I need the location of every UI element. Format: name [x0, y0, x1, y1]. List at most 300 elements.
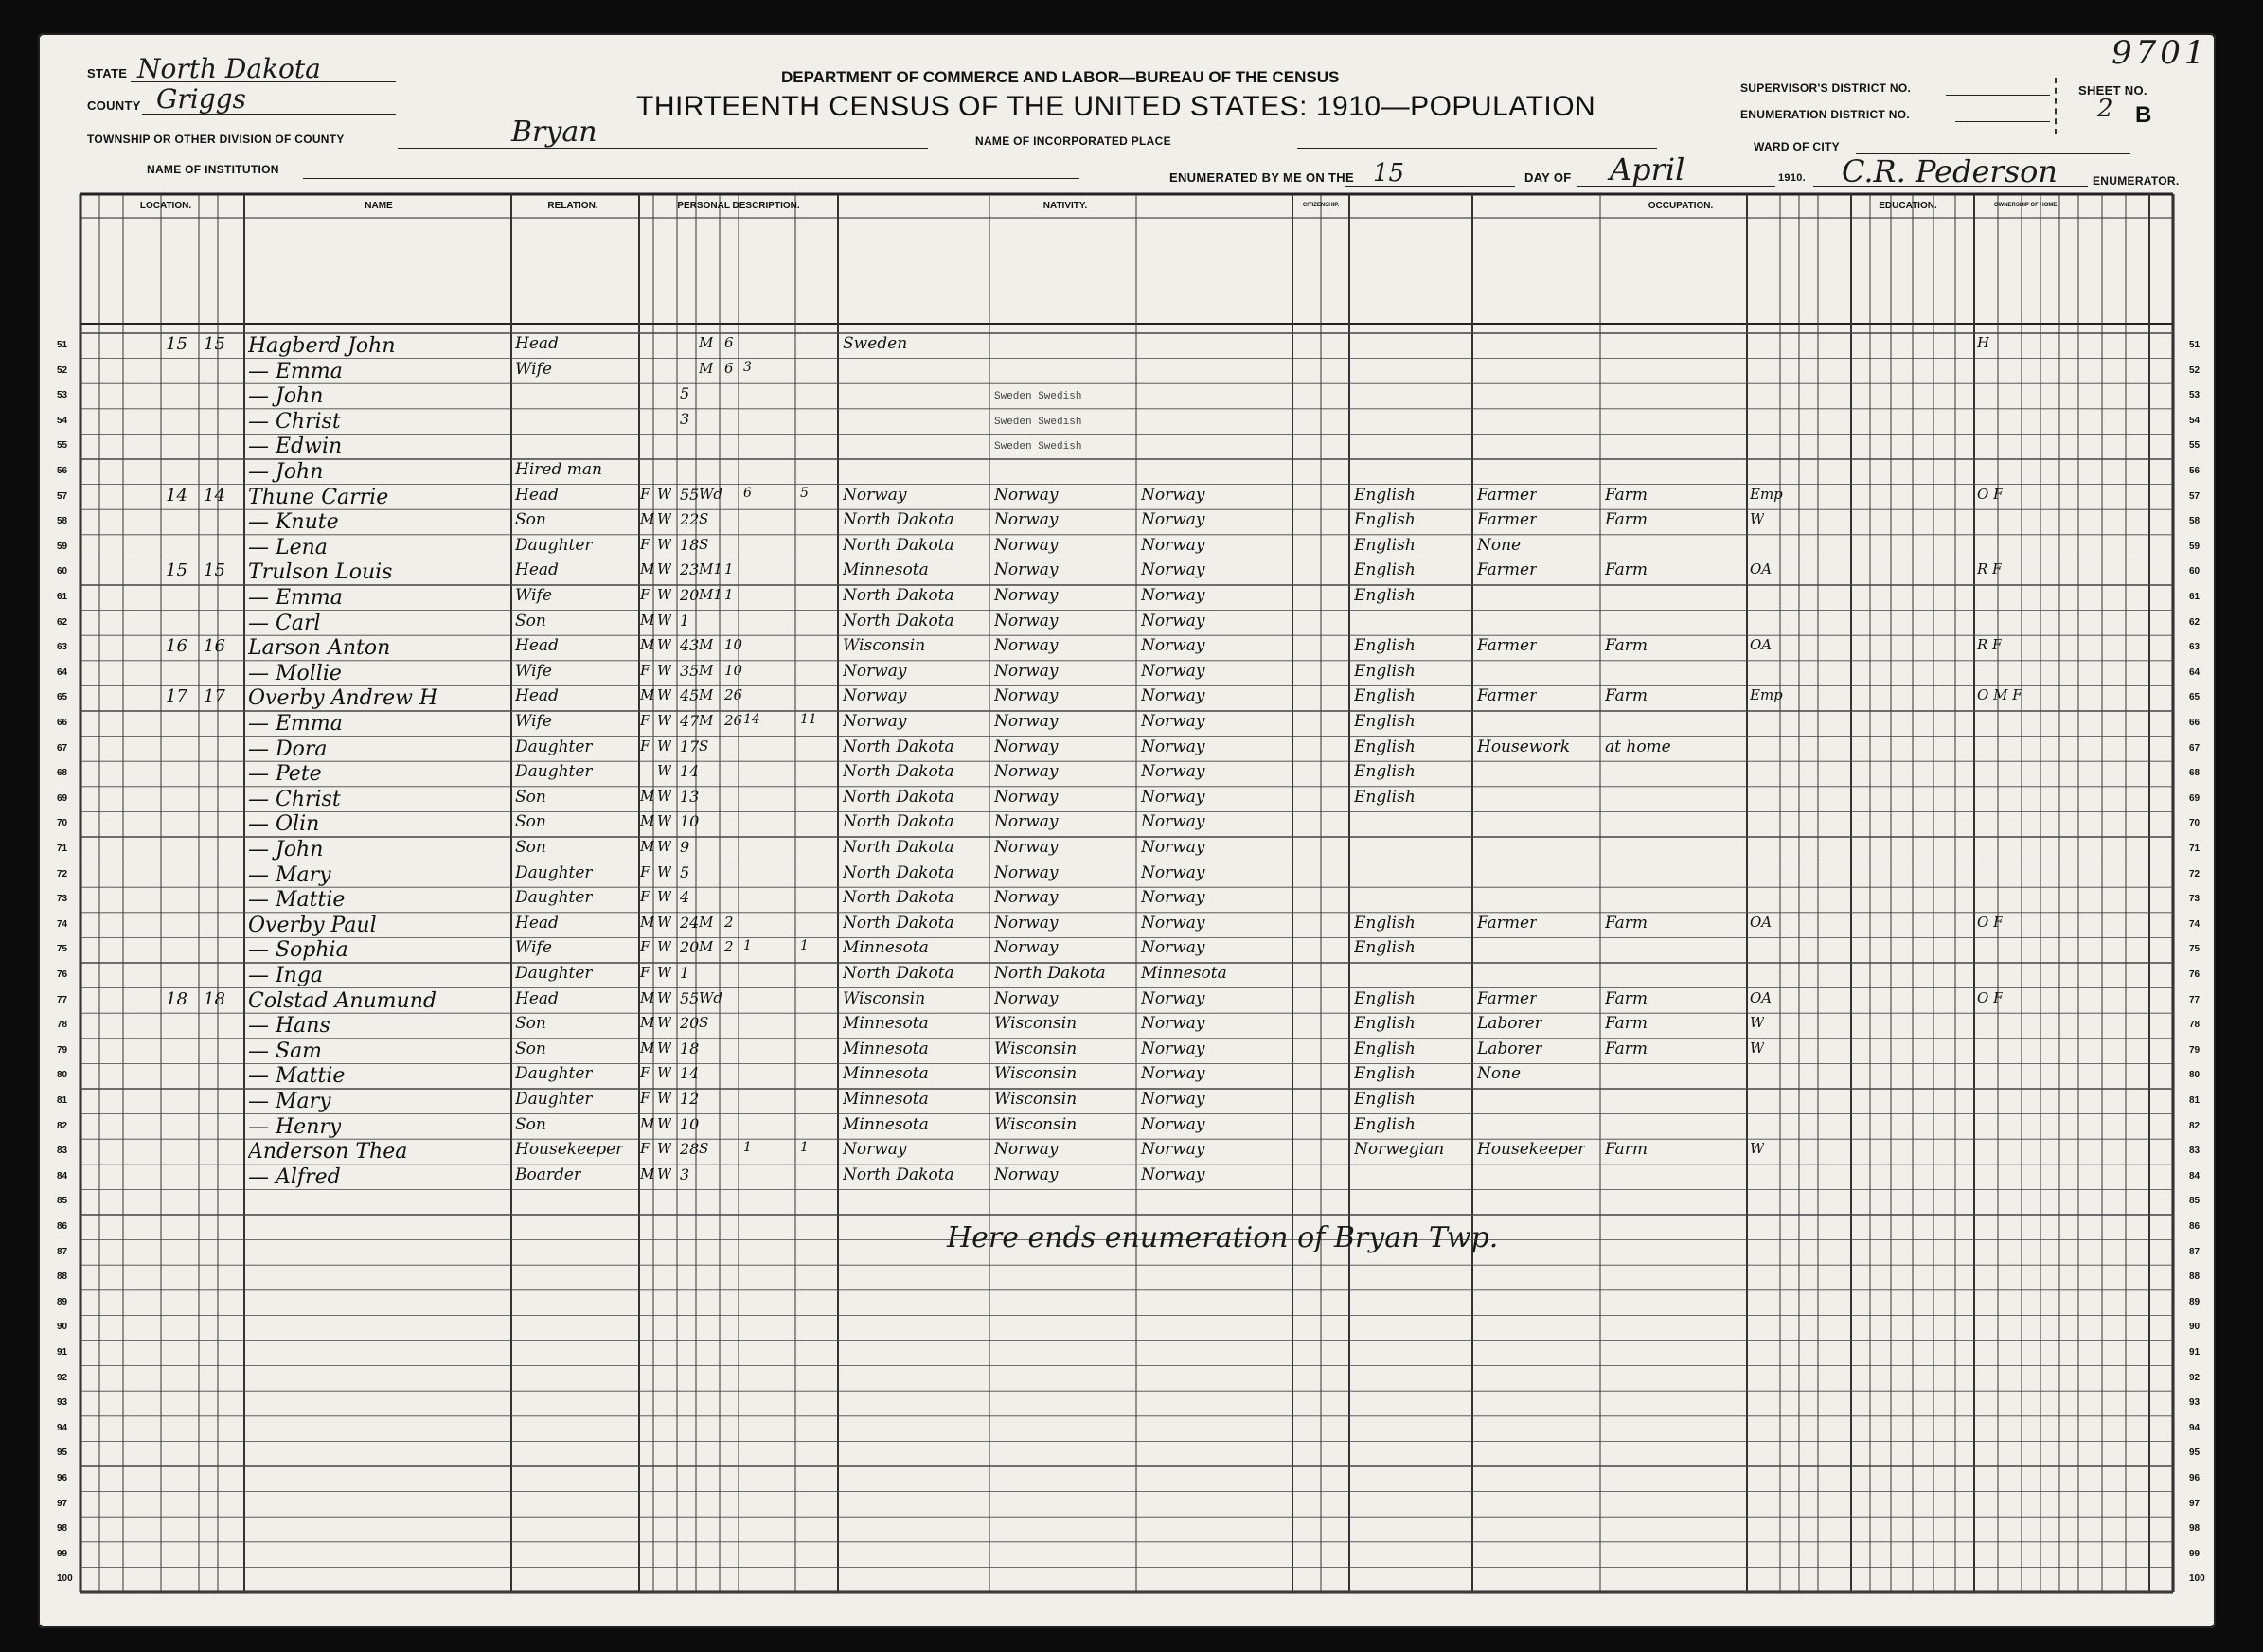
language: English — [1354, 1064, 1416, 1084]
birthplace: North Dakota — [843, 862, 954, 882]
sex: M — [640, 560, 655, 578]
age: 24 — [680, 913, 700, 932]
marital-status: Wd — [699, 988, 723, 1006]
birthplace: Wisconsin — [843, 988, 926, 1008]
employer-status: W — [1750, 1014, 1765, 1032]
row-number-left: 60 — [57, 566, 68, 577]
row-number-right: 84 — [2189, 1170, 2201, 1181]
years-married: 2 — [724, 913, 734, 931]
age: 1 — [680, 611, 690, 630]
birthplace: Minnesota — [843, 1039, 929, 1058]
row-number-right: 77 — [2189, 994, 2201, 1005]
children-living: 5 — [800, 485, 809, 501]
marital-status: S — [699, 1140, 709, 1158]
relation: Wife — [515, 359, 552, 379]
years-married: 1 — [724, 560, 734, 578]
industry: Farm — [1605, 485, 1648, 505]
person-name: — Mattie — [248, 888, 346, 913]
ward-label: WARD OF CITY — [1754, 140, 1840, 153]
trade: Farmer — [1477, 485, 1538, 505]
relation: Son — [515, 510, 546, 530]
row-number-left: 77 — [57, 994, 68, 1005]
institution-label: NAME OF INSTITUTION — [147, 163, 279, 176]
row-number-left: 55 — [57, 440, 68, 452]
employer-status: Emp — [1750, 485, 1783, 503]
race: W — [657, 938, 672, 956]
mother-birthplace: Norway — [1141, 1140, 1205, 1160]
person-name: — Henry — [248, 1114, 342, 1139]
years-married: 10 — [724, 661, 743, 679]
mother-birthplace: Norway — [1141, 862, 1205, 882]
age: 9 — [680, 838, 690, 856]
mother-birthplace: Norway — [1141, 787, 1205, 807]
race: W — [657, 838, 672, 855]
language: English — [1354, 586, 1416, 605]
birthplace: North Dakota — [843, 586, 954, 605]
age: 12 — [680, 1090, 700, 1108]
mother-birthplace: Norway — [1141, 913, 1205, 933]
age: 28 — [680, 1140, 700, 1159]
mother-birthplace: Norway — [1141, 686, 1205, 706]
age: 45 — [680, 686, 700, 705]
row-number-left: 63 — [57, 642, 68, 653]
relation: Wife — [515, 586, 552, 605]
relation: Daughter — [515, 1064, 593, 1084]
person-name: — Olin — [248, 812, 320, 837]
sex: M — [640, 1164, 655, 1182]
row-number-right: 78 — [2189, 1020, 2201, 1031]
row-number-right: 62 — [2189, 616, 2201, 628]
row-number-right: 97 — [2189, 1498, 2201, 1509]
father-birthplace: Norway — [994, 787, 1059, 807]
race: W — [657, 913, 672, 931]
race: W — [657, 787, 672, 805]
age: 13 — [680, 787, 700, 806]
employer-status: W — [1750, 1140, 1765, 1158]
age: 17 — [680, 737, 700, 755]
row-number-left: 83 — [57, 1146, 68, 1157]
age: 14 — [680, 1064, 700, 1083]
birthplace: North Dakota — [843, 611, 954, 631]
industry: Farm — [1605, 560, 1648, 580]
marital-status: Wd — [699, 485, 723, 503]
trade: Housework — [1477, 737, 1571, 756]
row-number-right: 54 — [2189, 415, 2201, 426]
sex: M — [640, 838, 655, 855]
age: 1 — [680, 964, 690, 982]
race: W — [657, 964, 672, 981]
birthplace: North Dakota — [843, 535, 954, 555]
person-name: — Emma — [248, 586, 343, 610]
colgroup-nativity: NATIVITY. — [1042, 201, 1088, 211]
language: English — [1354, 712, 1416, 731]
person-name: — Sam — [248, 1039, 323, 1063]
incorporated-place-label: NAME OF INCORPORATED PLACE — [975, 134, 1171, 148]
person-name: — Knute — [248, 510, 339, 535]
language: English — [1354, 1114, 1416, 1134]
person-name: Overby Andrew H — [248, 686, 438, 711]
sex: M — [640, 611, 655, 629]
department-title: DEPARTMENT OF COMMERCE AND LABOR—BUREAU OF THE CENSUS — [781, 68, 1340, 86]
industry: Farm — [1605, 988, 1648, 1008]
mother-birthplace: Norway — [1141, 661, 1205, 681]
row-number-left: 68 — [57, 768, 68, 779]
marital-status: M — [699, 661, 714, 679]
father-birthplace: Norway — [994, 838, 1059, 857]
relation: Head — [515, 913, 559, 933]
race: W — [657, 988, 672, 1006]
race: W — [657, 1140, 672, 1158]
relation: Son — [515, 812, 546, 832]
mother-birthplace: Norway — [1141, 712, 1205, 731]
day-of-label: DAY OF — [1524, 170, 1572, 185]
birthplace: North Dakota — [843, 510, 954, 530]
mother-birthplace: Norway — [1141, 560, 1205, 580]
row-number-right: 67 — [2189, 742, 2201, 754]
language: English — [1354, 510, 1416, 530]
father-birthplace: Wisconsin — [994, 1014, 1078, 1034]
county-value: Griggs — [156, 83, 246, 115]
row-number-right: 99 — [2189, 1548, 2201, 1559]
marital-status: S — [699, 510, 709, 528]
age: 10 — [680, 1114, 700, 1133]
row-number-left: 87 — [57, 1246, 68, 1257]
colgroup-occupation: OCCUPATION. — [1648, 201, 1714, 211]
punch-hole — [2223, 684, 2244, 704]
language: English — [1354, 988, 1416, 1008]
birthplace: North Dakota — [843, 812, 954, 832]
age: 43 — [680, 636, 700, 655]
person-name: — Alfred — [248, 1164, 341, 1189]
trade: Housekeeper — [1477, 1140, 1586, 1160]
father-birthplace: Norway — [994, 812, 1059, 832]
father-birthplace: North Dakota — [994, 964, 1106, 983]
mother-birthplace: Norway — [1141, 1064, 1205, 1084]
relation: Son — [515, 838, 546, 857]
row-number-left: 72 — [57, 868, 68, 879]
person-name: — Mollie — [248, 661, 342, 685]
age: 20 — [680, 586, 700, 604]
person-name: Thune Carrie — [248, 485, 389, 509]
colgroup-ownership: OWNERSHIP OF HOME. — [1993, 203, 2059, 208]
person-name: — Mary — [248, 862, 331, 887]
father-birthplace: Sweden Swedish — [994, 441, 1082, 453]
sex: F — [640, 1140, 650, 1158]
person-name: — Hans — [248, 1014, 330, 1039]
row-number-left: 53 — [57, 390, 68, 401]
race: W — [657, 510, 672, 528]
row-number-left: 76 — [57, 969, 68, 980]
race: W — [657, 1090, 672, 1107]
home-ownership: O F — [1977, 485, 2004, 503]
sex: F — [640, 535, 650, 553]
sex: F — [640, 1064, 650, 1082]
employer-status: OA — [1750, 560, 1773, 578]
relation: Head — [515, 560, 559, 580]
family-number: 16 — [204, 636, 225, 657]
age: 55 — [680, 988, 700, 1007]
row-number-left: 75 — [57, 944, 68, 955]
birthplace: Norway — [843, 661, 907, 681]
relation: Daughter — [515, 862, 593, 882]
father-birthplace: Wisconsin — [994, 1064, 1078, 1084]
sheet-number: 2 — [2097, 95, 2113, 123]
employer-status: W — [1750, 1039, 1765, 1057]
trade: Laborer — [1477, 1039, 1542, 1058]
punch-hole — [2223, 262, 2244, 283]
row-number-left: 57 — [57, 490, 68, 502]
row-number-right: 65 — [2189, 692, 2201, 703]
sex: M — [640, 686, 655, 704]
race: W — [657, 560, 672, 578]
years-married: 26 — [724, 686, 743, 704]
children-born: 3 — [743, 359, 752, 375]
row-number-right: 52 — [2189, 364, 2201, 376]
trade: Farmer — [1477, 913, 1538, 933]
mother-birthplace: Norway — [1141, 1164, 1205, 1184]
marital-status: M — [699, 686, 714, 704]
mother-birthplace: Norway — [1141, 485, 1205, 505]
colgroup-citizenship: CITIZENSHIP. — [1302, 203, 1340, 208]
family-number: 18 — [204, 988, 225, 1009]
row-number-right: 86 — [2189, 1221, 2201, 1232]
sex: M — [640, 1039, 655, 1057]
row-number-left: 89 — [57, 1296, 68, 1307]
age: 5 — [680, 862, 690, 881]
birthplace: North Dakota — [843, 787, 954, 807]
year-label: 1910. — [1778, 172, 1807, 184]
mother-birthplace: Norway — [1141, 737, 1205, 756]
years-married: 6 — [724, 334, 734, 351]
age: 14 — [680, 762, 700, 781]
row-number-left: 93 — [57, 1397, 68, 1409]
race: W — [657, 737, 672, 755]
children-born: 1 — [743, 938, 752, 954]
language: English — [1354, 560, 1416, 580]
age: 23 — [680, 560, 700, 579]
birthplace: Minnesota — [843, 1114, 929, 1134]
relation: Daughter — [515, 1090, 593, 1109]
home-ownership: O M F — [1977, 686, 2022, 704]
relation: Head — [515, 636, 559, 656]
children-living: 1 — [800, 938, 809, 954]
relation: Son — [515, 1114, 546, 1134]
relation: Wife — [515, 938, 552, 958]
language: English — [1354, 636, 1416, 656]
row-number-left: 92 — [57, 1372, 68, 1383]
father-birthplace: Norway — [994, 586, 1059, 605]
mother-birthplace: Norway — [1141, 586, 1205, 605]
row-number-left: 90 — [57, 1322, 68, 1333]
person-name: Colstad Anumund — [248, 988, 437, 1013]
row-number-right: 93 — [2189, 1397, 2201, 1409]
relation: Wife — [515, 661, 552, 681]
father-birthplace: Norway — [994, 762, 1059, 782]
person-name: — Dora — [248, 737, 328, 761]
age: 3 — [680, 1164, 690, 1183]
person-name: — Pete — [248, 762, 322, 787]
row-number-right: 64 — [2189, 666, 2201, 678]
sex: F — [640, 1090, 650, 1107]
relation: Daughter — [515, 964, 593, 983]
person-name: — John — [248, 460, 324, 484]
row-number-left: 67 — [57, 742, 68, 754]
enumerated-day: 15 — [1373, 159, 1405, 187]
supervisor-district-label: SUPERVISOR'S DISTRICT NO. — [1740, 81, 1912, 95]
mother-birthplace: Norway — [1141, 611, 1205, 631]
dwelling-number: 17 — [166, 686, 187, 707]
trade: None — [1477, 1064, 1522, 1084]
person-name: Anderson Thea — [248, 1140, 408, 1164]
language: English — [1354, 913, 1416, 933]
trade: Farmer — [1477, 686, 1538, 706]
employer-status: Emp — [1750, 686, 1783, 704]
row-number-left: 69 — [57, 792, 68, 804]
relation: Son — [515, 1039, 546, 1058]
marital-status: S — [699, 535, 709, 553]
row-number-left: 91 — [57, 1347, 68, 1358]
row-number-right: 71 — [2189, 844, 2201, 854]
row-number-left: 65 — [57, 692, 68, 703]
family-number: 15 — [204, 334, 225, 354]
age: 22 — [680, 510, 700, 529]
birthplace: Wisconsin — [843, 636, 926, 656]
sex: M — [640, 1014, 655, 1032]
row-number-left: 78 — [57, 1020, 68, 1031]
father-birthplace: Norway — [994, 611, 1059, 631]
language: English — [1354, 686, 1416, 706]
age: 18 — [680, 1039, 700, 1057]
language: English — [1354, 938, 1416, 958]
age: 5 — [680, 384, 690, 403]
frame-number: 9701 — [2112, 34, 2209, 72]
trade: Farmer — [1477, 510, 1538, 530]
enumerator-label: ENUMERATOR. — [2093, 174, 2180, 187]
father-birthplace: Norway — [994, 913, 1059, 933]
row-number-right: 57 — [2189, 490, 2201, 502]
birthplace: Minnesota — [843, 560, 929, 580]
language: English — [1354, 737, 1416, 756]
employer-status: OA — [1750, 636, 1773, 654]
children-born: 6 — [743, 485, 752, 501]
person-name: Overby Paul — [248, 913, 377, 937]
mother-birthplace: Norway — [1141, 988, 1205, 1008]
father-birthplace: Norway — [994, 938, 1059, 958]
age: 20 — [680, 938, 700, 957]
birthplace: North Dakota — [843, 762, 954, 782]
mother-birthplace: Norway — [1141, 1014, 1205, 1034]
family-number: 17 — [204, 686, 225, 707]
years-married: 2 — [724, 938, 734, 956]
industry: Farm — [1605, 686, 1648, 706]
relation: Daughter — [515, 888, 593, 908]
row-number-left: 100 — [57, 1573, 73, 1585]
enumeration-district-label: ENUMERATION DISTRICT NO. — [1740, 108, 1910, 121]
mother-birthplace: Norway — [1141, 510, 1205, 530]
relation: Hired man — [515, 460, 602, 479]
language: English — [1354, 535, 1416, 555]
industry: Farm — [1605, 510, 1648, 530]
row-number-right: 69 — [2189, 792, 2201, 804]
row-number-right: 72 — [2189, 868, 2201, 879]
person-name: — John — [248, 838, 324, 862]
birthplace: Minnesota — [843, 938, 929, 958]
home-ownership: R F — [1977, 636, 2003, 654]
mother-birthplace: Norway — [1141, 1090, 1205, 1109]
mother-birthplace: Minnesota — [1141, 964, 1227, 983]
row-number-right: 79 — [2189, 1044, 2201, 1056]
race: W — [657, 1014, 672, 1032]
home-ownership: O F — [1977, 913, 2004, 931]
row-number-left: 85 — [57, 1196, 68, 1207]
row-number-right: 92 — [2189, 1372, 2201, 1383]
mother-birthplace: Norway — [1141, 812, 1205, 832]
employer-status: OA — [1750, 913, 1773, 931]
row-number-right: 51 — [2189, 340, 2201, 350]
industry: at home — [1605, 737, 1671, 756]
row-number-right: 60 — [2189, 566, 2201, 577]
language: English — [1354, 1039, 1416, 1058]
relation: Son — [515, 787, 546, 807]
row-number-right: 63 — [2189, 642, 2201, 653]
birthplace: Norway — [843, 712, 907, 731]
row-number-right: 61 — [2189, 592, 2201, 602]
row-number-right: 68 — [2189, 768, 2201, 779]
father-birthplace: Norway — [994, 535, 1059, 555]
race: W — [657, 661, 672, 679]
row-number-right: 94 — [2189, 1422, 2201, 1433]
children-living: 1 — [800, 1140, 809, 1156]
row-number-right: 53 — [2189, 390, 2201, 401]
mother-birthplace: Norway — [1141, 535, 1205, 555]
race: W — [657, 485, 672, 503]
age: 10 — [680, 812, 700, 831]
father-birthplace: Wisconsin — [994, 1090, 1078, 1109]
race: W — [657, 712, 672, 729]
father-birthplace: Norway — [994, 560, 1059, 580]
sex: M — [640, 636, 655, 654]
birthplace: Norway — [843, 1140, 907, 1160]
state-value: North Dakota — [137, 53, 321, 84]
relation: Wife — [515, 712, 552, 731]
mother-birthplace: Norway — [1141, 1114, 1205, 1134]
sex: M — [640, 812, 655, 830]
birthplace: North Dakota — [843, 964, 954, 983]
language: English — [1354, 787, 1416, 807]
age: 55 — [680, 485, 700, 504]
father-birthplace: Norway — [994, 636, 1059, 656]
row-number-left: 66 — [57, 718, 68, 728]
row-number-left: 80 — [57, 1070, 68, 1081]
children-born: 14 — [743, 712, 760, 727]
person-name: — John — [248, 384, 324, 409]
relation: Son — [515, 1014, 546, 1034]
row-number-left: 70 — [57, 818, 68, 829]
years-married: 6 — [724, 359, 734, 377]
person-name: — Mattie — [248, 1064, 346, 1089]
row-number-left: 59 — [57, 541, 68, 552]
father-birthplace: Norway — [994, 1164, 1059, 1184]
trade: Farmer — [1477, 636, 1538, 656]
marital-status: M — [699, 938, 714, 956]
row-number-right: 87 — [2189, 1246, 2201, 1257]
marital-status: S — [699, 1014, 709, 1032]
age: 20 — [680, 1014, 700, 1033]
colgroup-name: NAME — [365, 201, 393, 211]
row-number-right: 91 — [2189, 1347, 2201, 1358]
marital-status: M — [699, 359, 714, 377]
row-number-left: 51 — [57, 340, 68, 350]
